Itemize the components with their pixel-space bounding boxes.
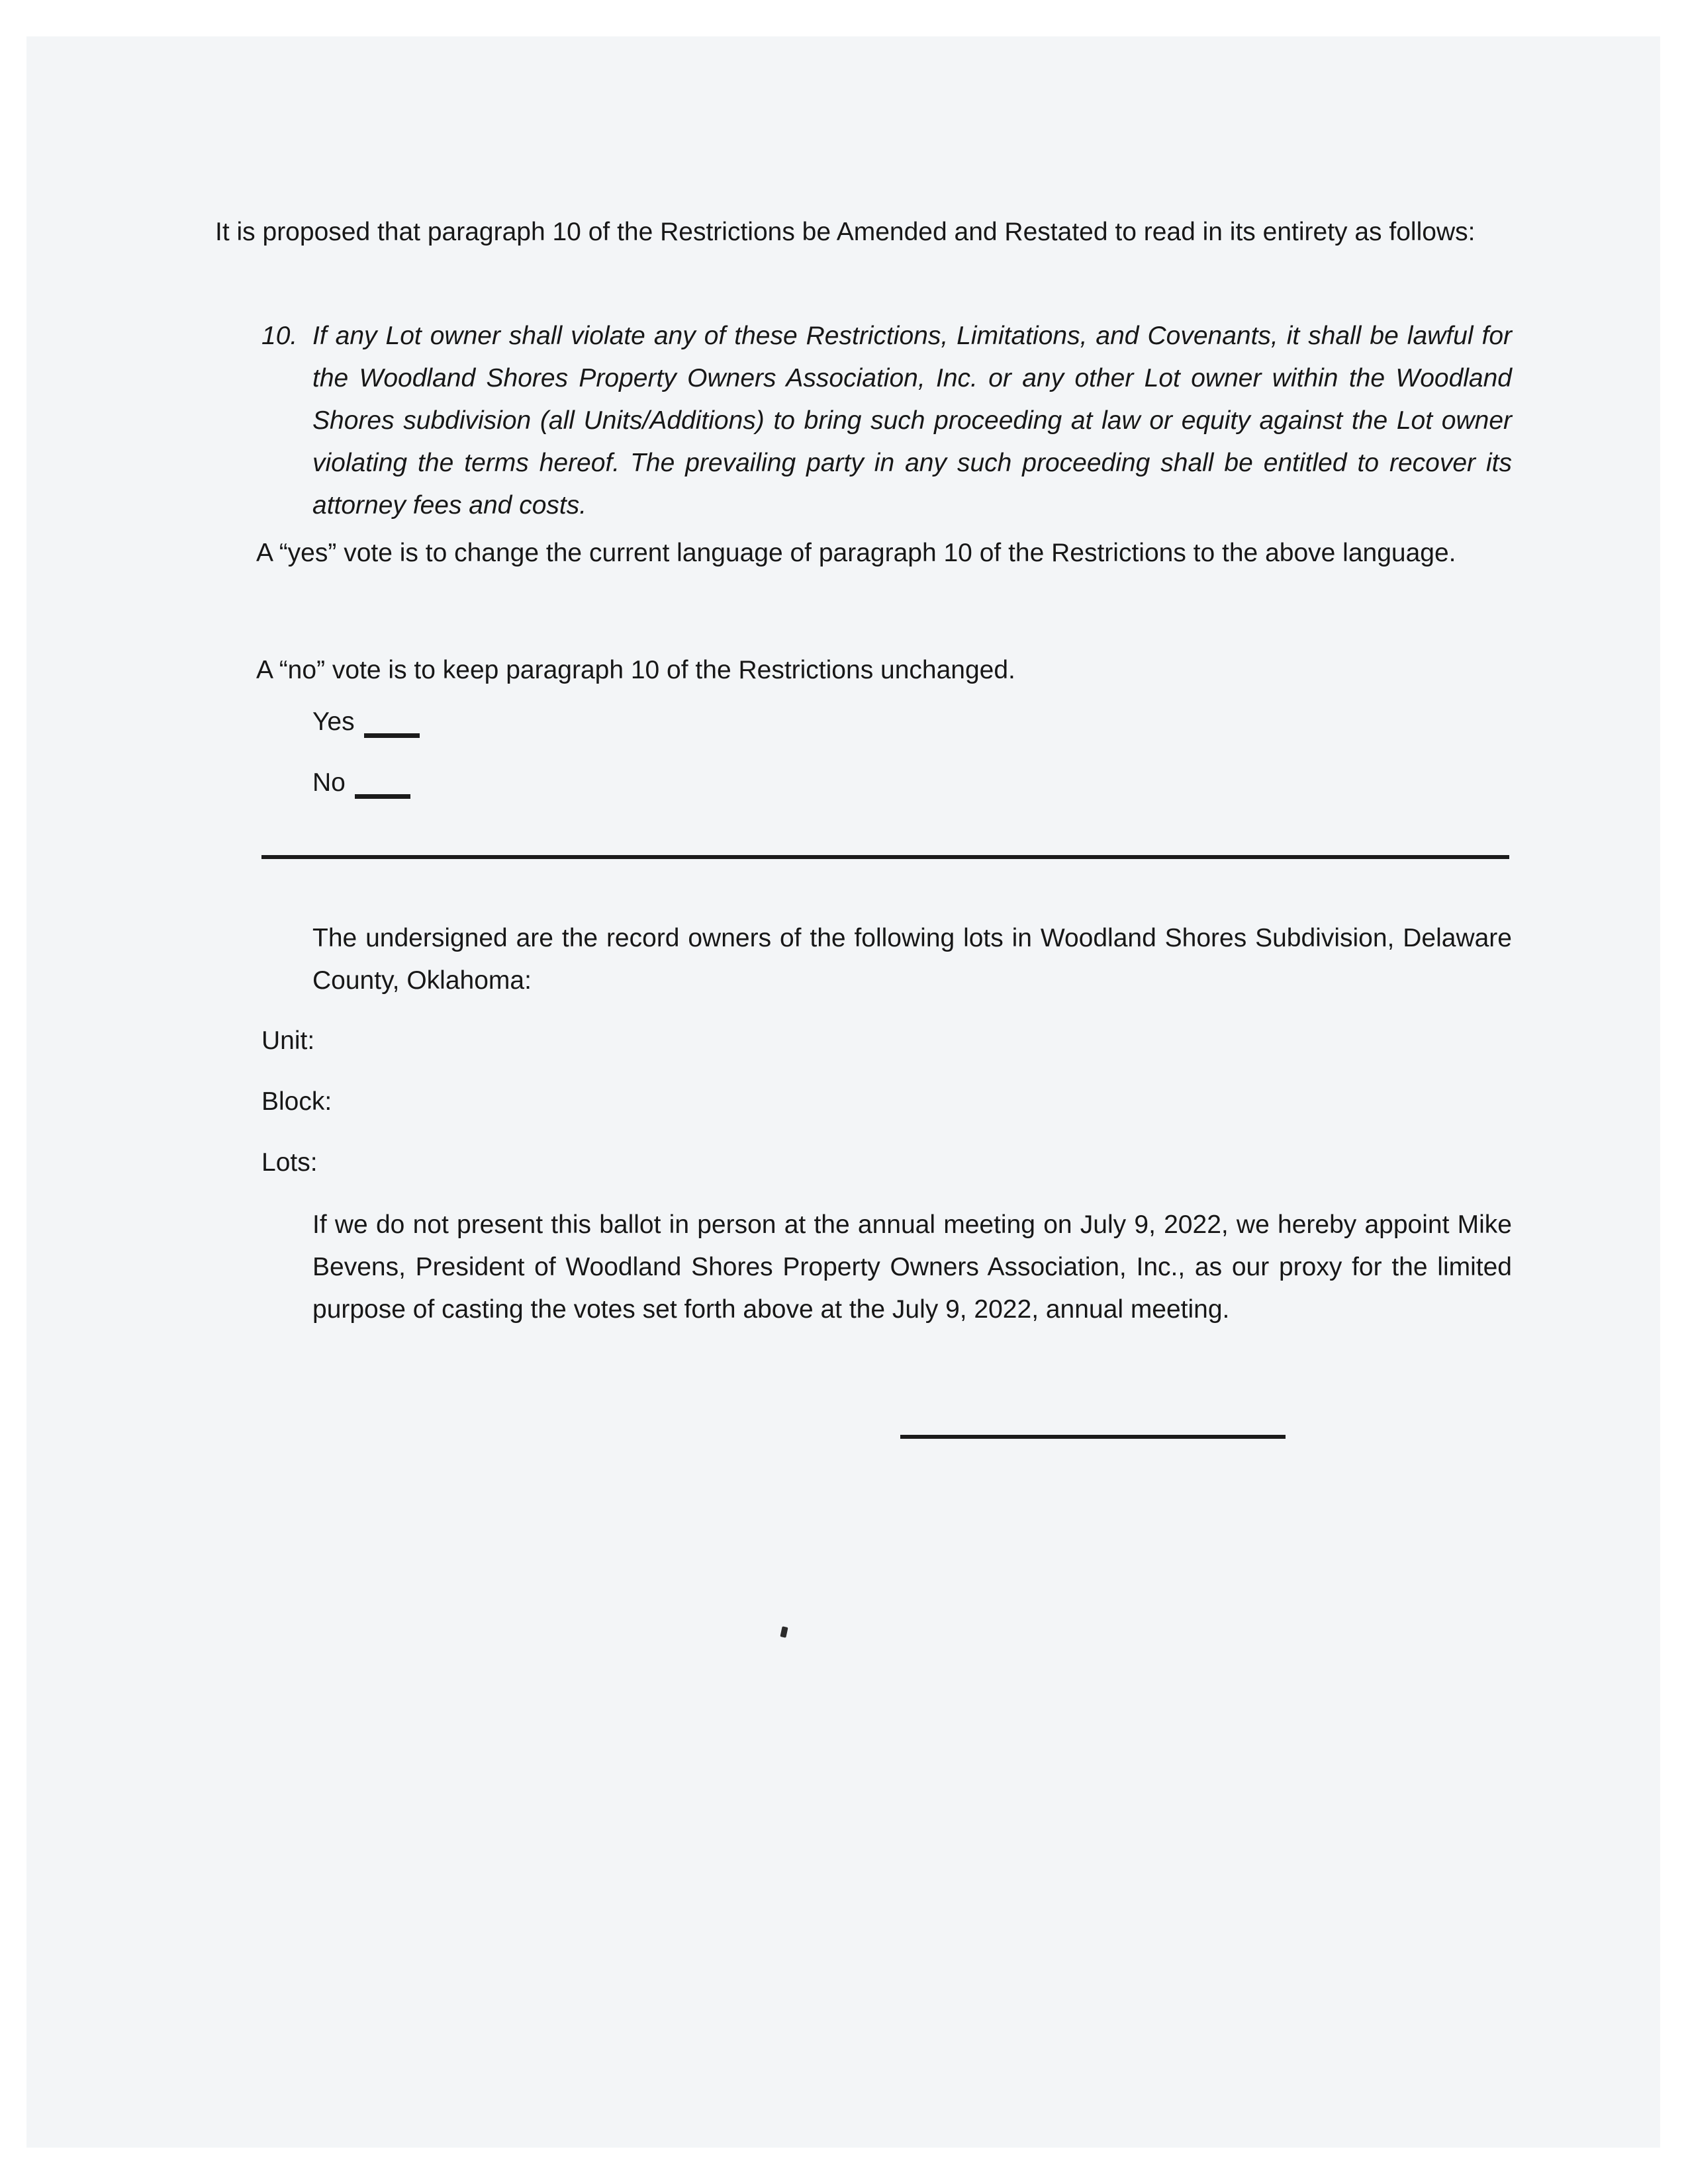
yes-vote-blank[interactable] bbox=[364, 713, 420, 738]
unit-label: Unit: bbox=[261, 1026, 315, 1055]
paragraph-10-number: 10. bbox=[261, 322, 298, 350]
no-vote-explanation: A “no” vote is to keep paragraph 10 of the Restrictions unchanged. bbox=[256, 656, 1015, 684]
yes-vote-row bbox=[312, 701, 420, 743]
paragraph-10-text: If any Lot owner shall violate any of these Restrictions, Limitations, and Covenants, it shall be lawful for the Woodland Shores Property Owners Association, Inc. or any other Lot owner within the Woodland Shores subdivision (all Units/Additions) to bring such proceeding at law or equity against the Lot owner violating the terms hereof. The prevailing party in any such proceeding shall be entitled to recover its attorney fees and costs. bbox=[312, 322, 1512, 520]
lots-label: Lots: bbox=[261, 1148, 318, 1177]
intro-paragraph: It is proposed that paragraph 10 of the Restrictions be Amended and Restated to read in its entirety as follows: bbox=[215, 218, 1476, 246]
section-divider bbox=[261, 855, 1509, 859]
no-vote-blank[interactable] bbox=[355, 774, 410, 799]
owners-statement: The undersigned are the record owners of the following lots in Woodland Shores Subdivision, Delaware County, Oklahoma: bbox=[312, 924, 1512, 995]
signature-line[interactable] bbox=[900, 1435, 1286, 1439]
proxy-statement: If we do not present this ballot in person at the annual meeting on July 9, 2022, we hereby appoint Mike Bevens, President of Woodland Shores Property Owners Association, Inc., as our proxy for the limited purpose of casting the votes set forth above at the July 9, 2022, annual meeting. bbox=[312, 1210, 1512, 1324]
no-vote-label: No bbox=[312, 768, 346, 797]
yes-vote-label: Yes bbox=[312, 707, 355, 736]
block-label: Block: bbox=[261, 1087, 332, 1116]
yes-vote-explanation: A “yes” vote is to change the current language of paragraph 10 of the Restrictions to the above language. bbox=[256, 539, 1456, 567]
no-vote-row bbox=[312, 762, 410, 804]
